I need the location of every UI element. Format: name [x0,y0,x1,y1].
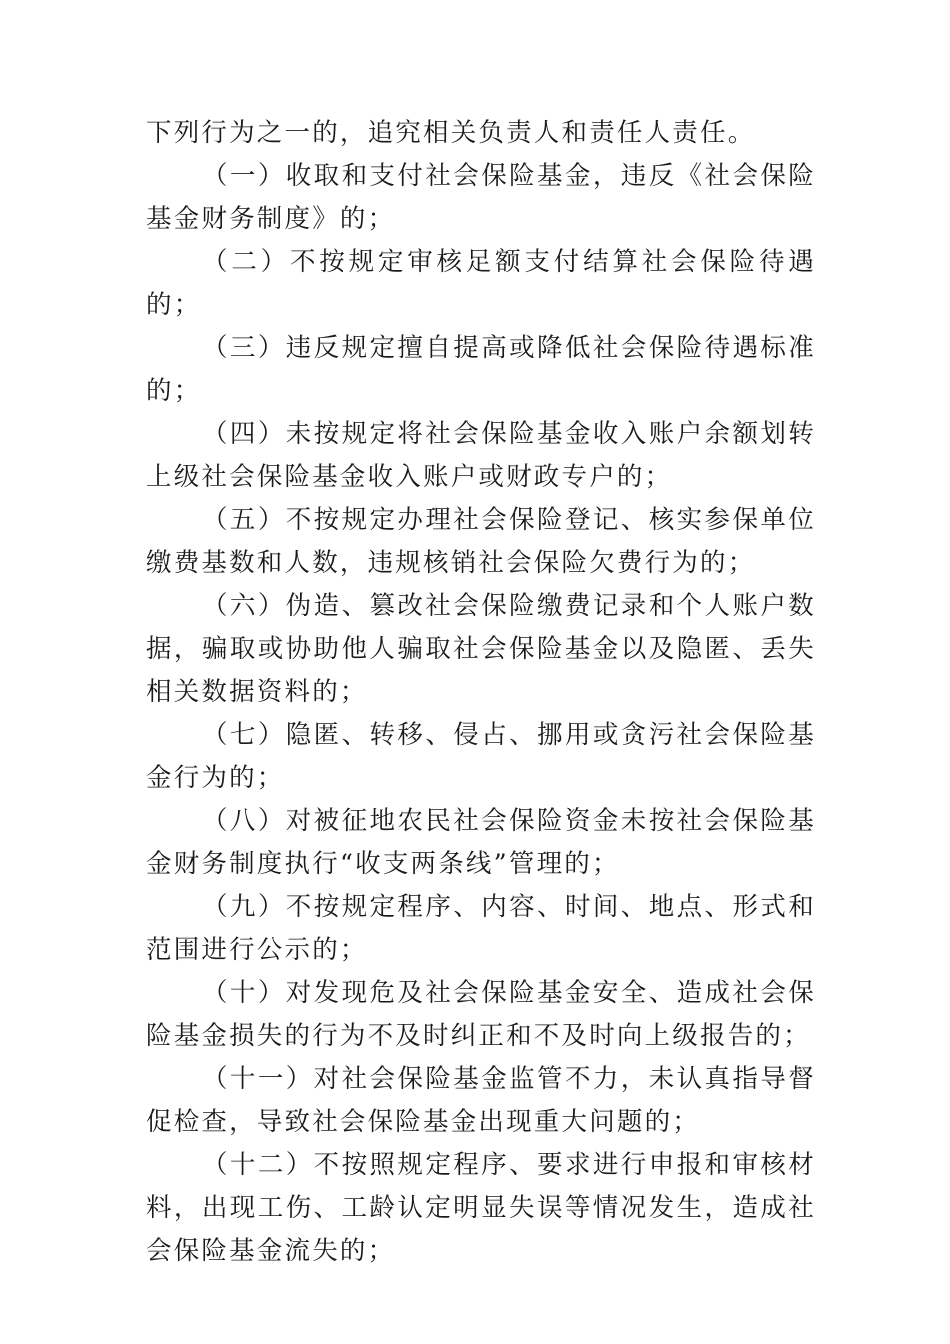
paragraph-item-2: （二）不按规定审核足额支付结算社会保险待遇的； [146,247,816,320]
paragraph-item-6: （六）伪造、篡改社会保险缴费记录和个人账户数据，骗取或协助他人骗取社会保险基金以及隐匿、丢失相关数据资料的； [146,591,816,707]
paragraph-item-3: （三）违反规定擅自提高或降低社会保险待遇标准的； [146,333,816,406]
paragraph-item-4: （四）未按规定将社会保险基金收入账户余额划转上级社会保险基金收入账户或财政专户的； [146,419,816,492]
document-body [146,112,816,1273]
paragraph-item-9: （九）不按规定程序、内容、时间、地点、形式和范围进行公示的； [146,892,816,965]
paragraph-item-5: （五）不按规定办理社会保险登记、核实参保单位缴费基数和人数，违规核销社会保险欠费行为的； [146,505,816,578]
paragraph-item-12: （十二）不按照规定程序、要求进行申报和审核材料，出现工伤、工龄认定明显失误等情况发生，造成社会保险基金流失的； [146,1150,816,1266]
paragraph-item-11: （十一）对社会保险基金监管不力，未认真指导督促检查，导致社会保险基金出现重大问题的； [146,1064,816,1137]
paragraph-item-1: （一）收取和支付社会保险基金，违反《社会保险基金财务制度》的； [146,161,816,234]
paragraph-item-10: （十）对发现危及社会保险基金安全、造成社会保险基金损失的行为不及时纠正和不及时向上级报告的； [146,978,816,1051]
paragraph-item-8: （八）对被征地农民社会保险资金未按社会保险基金财务制度执行“收支两条线”管理的； [146,806,816,879]
paragraph-item-7: （七）隐匿、转移、侵占、挪用或贪污社会保险基金行为的； [146,720,816,793]
paragraph-intro: 下列行为之一的，追究相关负责人和责任人责任。 [146,118,756,148]
